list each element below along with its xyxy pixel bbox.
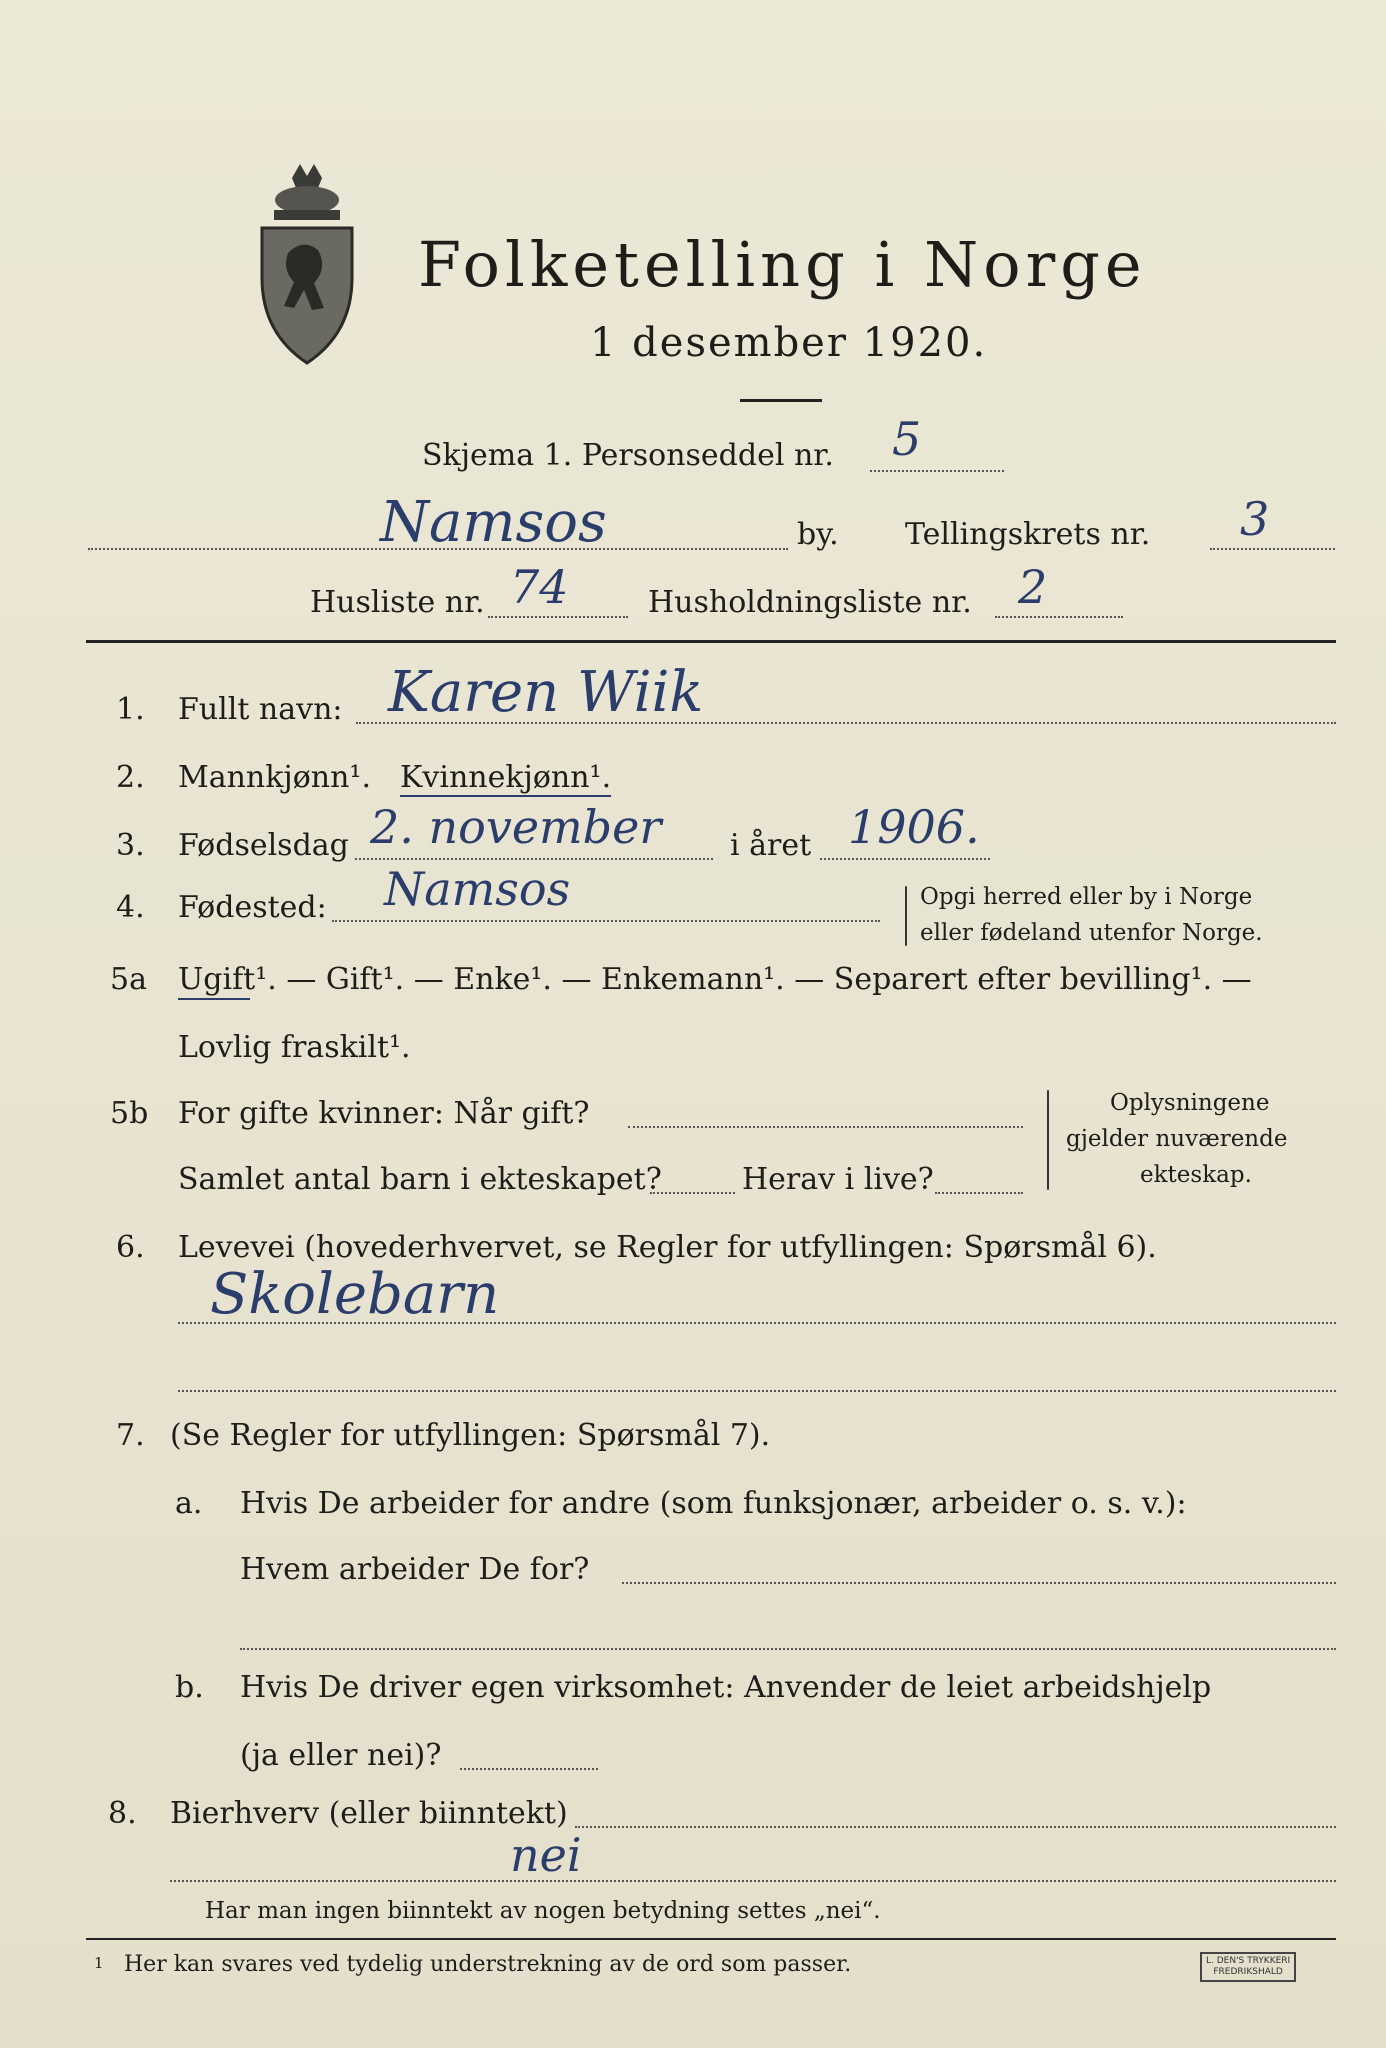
q7a-text2: Hvem arbeider De for? bbox=[240, 1552, 590, 1587]
birthplace-field[interactable] bbox=[332, 920, 880, 922]
q7b-text: Hvis De driver egen virksomhet: Anvender de leiet arbeidshjelp bbox=[240, 1670, 1212, 1705]
marital-status-options-2[interactable]: Lovlig fraskilt¹. bbox=[178, 1030, 411, 1065]
tellingskrets-label: Tellingskrets nr. bbox=[905, 517, 1151, 552]
husliste-field[interactable] bbox=[488, 616, 628, 618]
occupation-value: Skolebarn bbox=[210, 1262, 500, 1327]
printer-stamp bbox=[1200, 1952, 1296, 1982]
husholdningsliste-label: Husholdningsliste nr. bbox=[648, 585, 972, 620]
q3-number: 3. bbox=[116, 828, 145, 863]
header-rule bbox=[86, 640, 1336, 643]
q4-number: 4. bbox=[116, 890, 145, 925]
footnote-text: Her kan svares ved tydelig understrekning av de ord som passer. bbox=[124, 1952, 852, 1977]
q5b-children-label: Samlet antal barn i ekteskapet? bbox=[178, 1162, 662, 1197]
occupation-field-2[interactable] bbox=[178, 1390, 1336, 1392]
form-date: 1 desember 1920. bbox=[590, 320, 988, 366]
q7a-text: Hvis De arbeider for andre (som funksjonær, arbeider o. s. v.): bbox=[240, 1486, 1187, 1521]
skjema-field[interactable] bbox=[870, 470, 1004, 472]
by-value: Namsos bbox=[380, 490, 607, 555]
q3-label: Fødselsdag bbox=[178, 828, 349, 863]
husholdningsliste-field[interactable] bbox=[995, 616, 1123, 618]
husholdningsliste-value: 2 bbox=[1018, 560, 1048, 614]
birthday-value: 2. november bbox=[370, 800, 662, 854]
tellingskrets-field[interactable] bbox=[1210, 548, 1335, 550]
side-income-field-2[interactable] bbox=[170, 1880, 1336, 1882]
q3-year-label: i året bbox=[730, 828, 812, 863]
q4-note-brace bbox=[905, 886, 907, 946]
gender-female-option[interactable]: Kvinnekjønn¹. bbox=[400, 760, 612, 795]
tellingskrets-value: 3 bbox=[1240, 492, 1270, 546]
title-divider bbox=[740, 399, 822, 402]
q7-number: 7. bbox=[116, 1418, 145, 1453]
coat-of-arms-icon bbox=[248, 158, 366, 368]
q6-label: Levevei (hovederhvervet, se Regler for utfyllingen: Spørsmål 6). bbox=[178, 1230, 1157, 1265]
q4-label: Fødested: bbox=[178, 890, 327, 925]
children-count-field[interactable] bbox=[650, 1192, 735, 1194]
husliste-value: 74 bbox=[510, 560, 569, 614]
married-date-field[interactable] bbox=[628, 1126, 1023, 1128]
children-alive-field[interactable] bbox=[935, 1192, 1023, 1194]
q5b-married-label: For gifte kvinner: Når gift? bbox=[178, 1096, 590, 1131]
q5a-number: 5a bbox=[110, 962, 147, 997]
q2-number: 2. bbox=[116, 760, 145, 795]
q6-number: 6. bbox=[116, 1230, 145, 1265]
nei-note: Har man ingen biinntekt av nogen betydning settes „nei“. bbox=[205, 1898, 881, 1924]
birth-year-field[interactable] bbox=[820, 858, 990, 860]
q5b-note-line1: Oplysningene bbox=[1110, 1090, 1270, 1116]
q8-number: 8. bbox=[108, 1796, 137, 1831]
employer-field-2[interactable] bbox=[240, 1648, 1336, 1650]
q7b-text2: (ja eller nei)? bbox=[240, 1738, 442, 1773]
q7-label: (Se Regler for utfyllingen: Spørsmål 7). bbox=[170, 1418, 771, 1453]
birthday-field[interactable] bbox=[355, 858, 713, 860]
side-income-value: nei bbox=[510, 1828, 582, 1882]
q4-note-line1: Opgi herred eller by i Norge bbox=[920, 884, 1253, 910]
birthplace-value: Namsos bbox=[384, 862, 571, 916]
q7a-letter: a. bbox=[175, 1486, 203, 1521]
printer-stamp-line2: FREDRIKSHALD bbox=[1213, 1967, 1283, 1977]
q4-note-line2: eller fødeland utenfor Norge. bbox=[920, 920, 1263, 946]
side-income-field-1[interactable] bbox=[575, 1826, 1336, 1828]
skjema-value: 5 bbox=[892, 412, 922, 466]
employer-field-1[interactable] bbox=[622, 1582, 1336, 1584]
full-name-value: Karen Wiik bbox=[388, 660, 704, 725]
q1-label: Fullt navn: bbox=[178, 692, 343, 727]
q5b-note-brace bbox=[1047, 1090, 1049, 1190]
form-title: Folketelling i Norge bbox=[418, 228, 1147, 301]
marital-status-options[interactable]: Ugift¹. — Gift¹. — Enke¹. — Enkemann¹. — Separert efter bevilling¹. — bbox=[178, 962, 1252, 997]
skjema-label: Skjema 1. Personseddel nr. bbox=[422, 438, 834, 473]
ugift-underline bbox=[178, 998, 250, 1000]
by-label: by. bbox=[797, 517, 839, 552]
footnote-rule bbox=[86, 1938, 1336, 1940]
q5b-alive-label: Herav i live? bbox=[742, 1162, 934, 1197]
gender-male-option[interactable]: Mannkjønn¹. bbox=[178, 760, 371, 795]
q1-number: 1. bbox=[116, 692, 145, 727]
q5b-number: 5b bbox=[110, 1096, 149, 1131]
q7b-letter: b. bbox=[175, 1670, 204, 1705]
q5b-note-line3: ekteskap. bbox=[1140, 1162, 1252, 1188]
husliste-label: Husliste nr. bbox=[310, 585, 485, 620]
printer-stamp-line1: L. DEN'S TRYKKERI bbox=[1206, 1956, 1291, 1966]
hired-help-field[interactable] bbox=[460, 1768, 598, 1770]
q8-label: Bierhverv (eller biinntekt) bbox=[170, 1796, 568, 1831]
footnote-mark: 1 bbox=[94, 1954, 104, 1972]
q5b-note-line2: gjelder nuværende bbox=[1066, 1126, 1288, 1152]
birth-year-value: 1906. bbox=[848, 800, 980, 854]
